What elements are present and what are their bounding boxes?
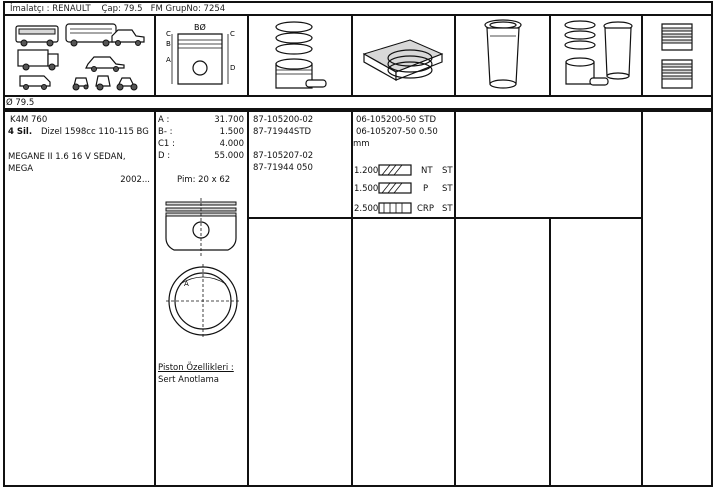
diameter-label: Ø 79.5 xyxy=(6,98,35,108)
engine-model: MEGANE II 1.6 16 V SEDAN, MEGA xyxy=(8,152,126,174)
piston-top-drawing xyxy=(166,264,240,338)
ring-code-unit: mm xyxy=(353,139,370,149)
ring-1-material: ST xyxy=(442,166,453,176)
ring-code-1: 06-105200-50 STD xyxy=(356,115,437,125)
ring-code-2: 06-105207-50 0.50 xyxy=(356,127,438,137)
piston-features-title: Piston Özellikleri : xyxy=(158,363,234,373)
ring-2-profile xyxy=(378,182,412,194)
dim-c1-value: 4.000 xyxy=(219,139,244,149)
svg-text:C: C xyxy=(166,30,171,38)
piston-code-4: 87-71944 050 xyxy=(253,163,313,173)
engine-year: 2002... xyxy=(120,175,150,185)
dim-d-value: 55.000 xyxy=(214,151,244,161)
header-text xyxy=(10,4,225,14)
engine-cylinders: 4 Sil. xyxy=(8,127,33,137)
piston-dimension-icon xyxy=(164,22,242,92)
dim-b-value: 1.500 xyxy=(219,127,244,137)
svg-text:D: D xyxy=(230,64,236,72)
ring-2-material: ST xyxy=(442,184,453,194)
piston-code-1: 87-105200-02 xyxy=(253,115,314,125)
pin-size: Pim: 20 x 62 xyxy=(177,175,231,185)
ring-2-thickness: 1.500 xyxy=(354,184,379,194)
vehicles-icon xyxy=(14,20,149,92)
ring-set-piston-icon xyxy=(272,20,332,92)
svg-text:C: C xyxy=(230,30,235,38)
dim-c1-label: C1 : xyxy=(158,139,175,149)
cylinder-liner-icon xyxy=(482,18,524,92)
piston-code-3: 87-105207-02 xyxy=(253,151,314,161)
ring-3-type: CRP xyxy=(417,204,434,214)
ring-set-box-icon xyxy=(360,32,446,88)
dim-d-label: D : xyxy=(158,151,171,161)
diameter-row xyxy=(3,95,713,110)
svg-text:A: A xyxy=(166,56,171,64)
group-value: 7254 xyxy=(203,4,226,14)
ring-2-type: P xyxy=(423,184,429,194)
ring-1-profile xyxy=(378,164,412,176)
ring-3-profile xyxy=(378,202,412,214)
manufacturer-value: RENAULT xyxy=(52,4,91,14)
dim-a-value: 31.700 xyxy=(214,115,244,125)
svg-text:B: B xyxy=(166,40,171,48)
bore-value: 79.5 xyxy=(123,4,143,14)
engine-code: K4M 760 xyxy=(10,115,48,125)
piston-code-2: 87-71944STD xyxy=(253,127,312,137)
ring-1-type: NT xyxy=(421,166,433,176)
group-label: FM GrupNo: xyxy=(150,4,201,14)
piston-liner-kit-icon xyxy=(560,18,640,92)
piston-side-drawing xyxy=(162,198,242,258)
dim-a-label: A : xyxy=(158,115,170,125)
ring-1-thickness: 1.200 xyxy=(354,166,379,176)
svg-text:A: A xyxy=(184,280,189,288)
piston-features-value: Sert Anotlama xyxy=(158,375,219,385)
bore-label: Çap: xyxy=(101,4,121,14)
ring-3-material: ST xyxy=(442,204,453,214)
manufacturer-label: İmalatçı : xyxy=(10,4,50,14)
engine-spec: Dizel 1598cc 110-115 BG xyxy=(41,127,149,137)
svg-text:BØ: BØ xyxy=(194,23,206,32)
ring-3-thickness: 2.500 xyxy=(354,204,379,214)
dim-b-label: B- : xyxy=(158,127,173,137)
piston-ring-section-icon xyxy=(656,20,698,92)
